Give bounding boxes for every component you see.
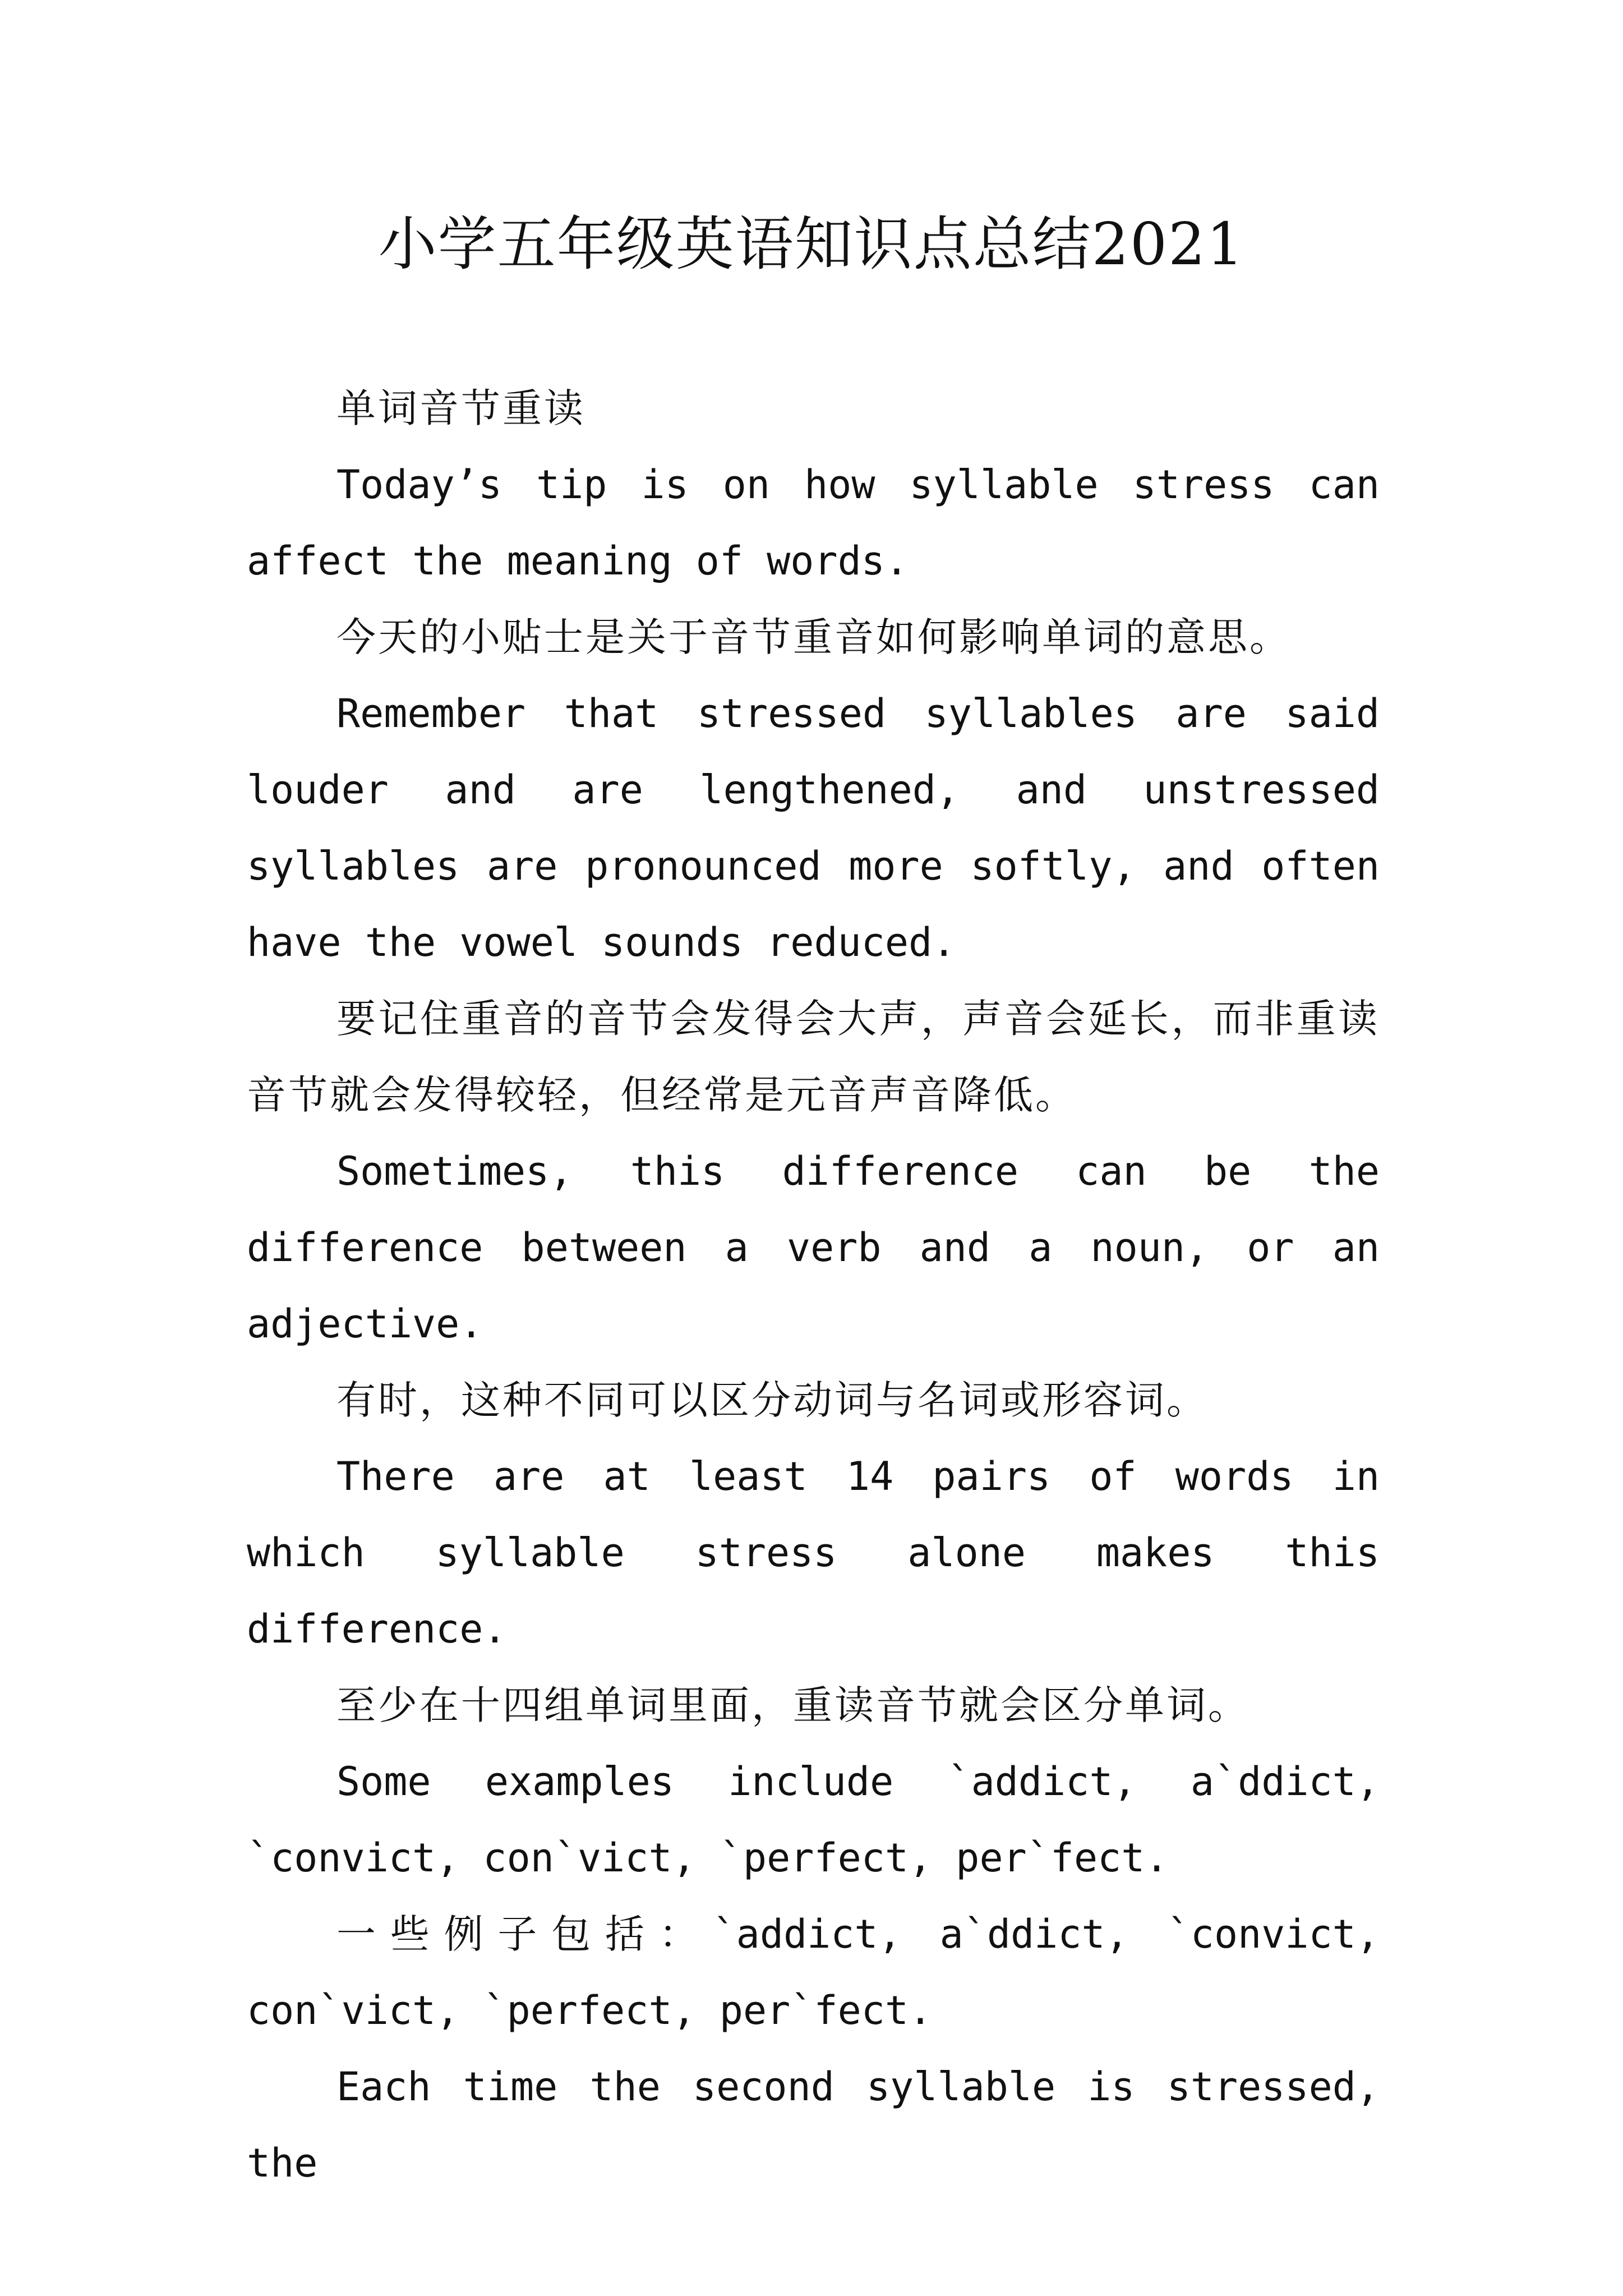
section-heading: 单词音节重读: [336, 385, 585, 431]
document-body: [247, 370, 1380, 2201]
paragraph-en: Remember that stressed syllables are said louder and are lengthened, and unstressed syllables are pronounced more softly, and often have the vowel sounds reduced.: [247, 691, 1380, 965]
paragraph-en: Each time the second syllable is stressed, the: [247, 2064, 1380, 2186]
paragraph-en: Some examples include `addict, a`ddict, `convict, con`vict, `perfect, per`fect.: [247, 1759, 1380, 1881]
paragraph-mixed: 一些例子包括：`addict, a`ddict, `convict, con`vict, `perfect, per`fect.: [247, 1911, 1380, 2033]
paragraph-en: There are at least 14 pairs of words in which syllable stress alone makes this difference.: [247, 1453, 1380, 1652]
paragraph-cn: 至少在十四组单词里面，重读音节就会区分单词。: [336, 1682, 1249, 1728]
paragraph-en: Sometimes, this difference can be the difference between a verb and a noun, or an adjective.: [247, 1148, 1380, 1347]
document-title: 小学五年级英语知识点总结2021: [378, 210, 1245, 278]
paragraph-en: Today’s tip is on how syllable stress can affect the meaning of words.: [247, 462, 1380, 584]
paragraph-cn: 要记住重音的音节会发得会大声，声音会延长，而非重读音节就会发得较轻，但经常是元音声音降低。: [247, 996, 1380, 1118]
paragraph-cn: 今天的小贴士是关于音节重音如何影响单词的意思。: [336, 614, 1291, 660]
paragraph-cn: 有时，这种不同可以区分动词与名词或形容词。: [336, 1377, 1208, 1423]
